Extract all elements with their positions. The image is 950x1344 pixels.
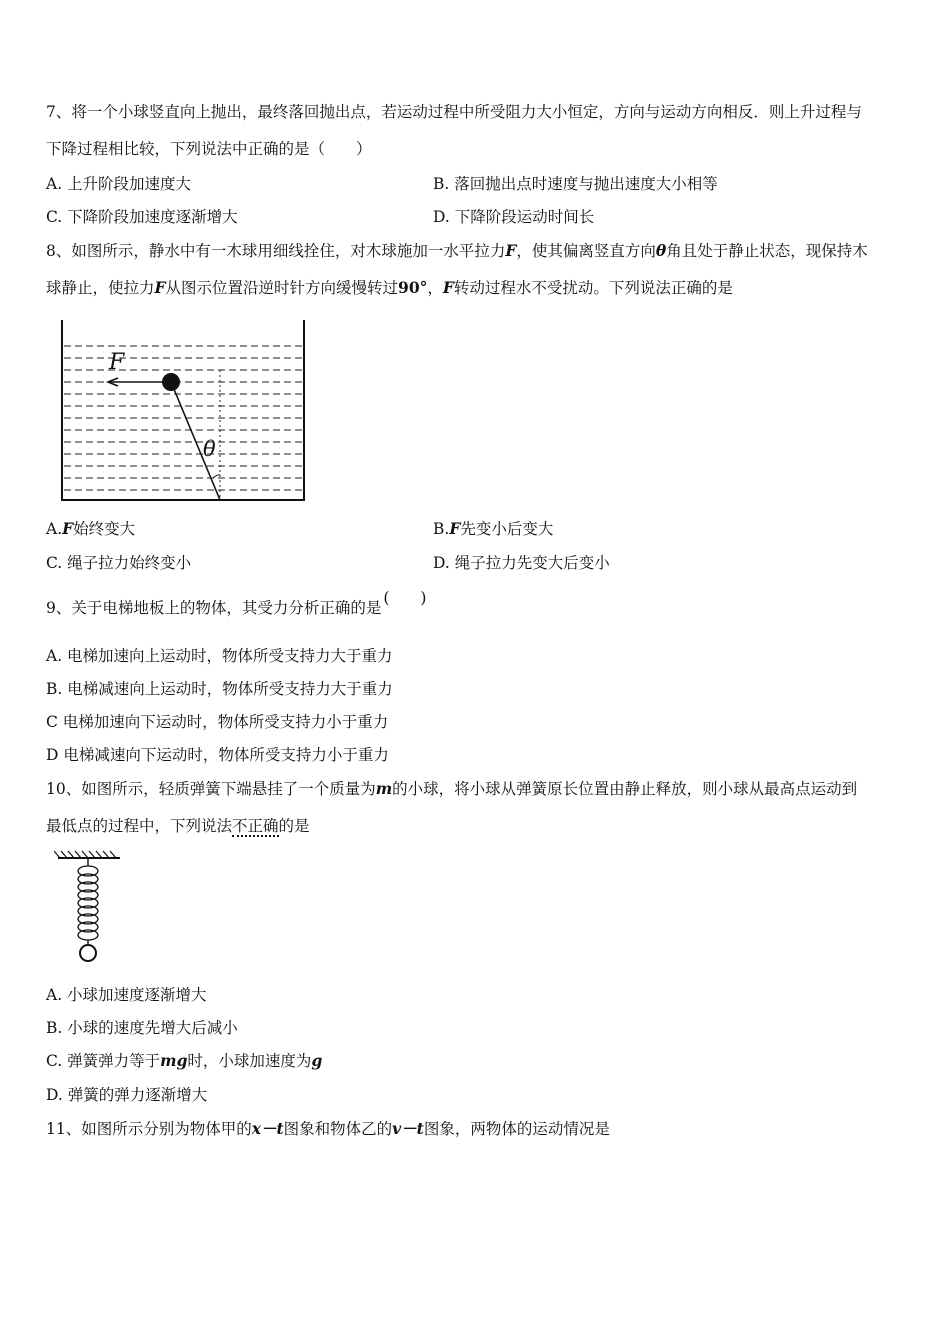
q10-figure-spring bbox=[54, 850, 124, 966]
q8-option-b: B.F先变小后变大 bbox=[433, 519, 554, 538]
q9-option-c: C 电梯加速向下运动时，物体所受支持力小于重力 bbox=[46, 713, 389, 731]
q7-option-b: B. 落回抛出点时速度与抛出速度大小相等 bbox=[433, 175, 718, 193]
q10-stem-line1: 10、如图所示，轻质弹簧下端悬挂了一个质量为m的小球，将小球从弹簧原长位置由静止释放，则小球从最高点运动到 bbox=[46, 779, 858, 798]
q8-option-a: A.F始终变大 bbox=[46, 519, 136, 538]
q8-option-d: D. 绳子拉力先变大后变小 bbox=[433, 554, 610, 572]
q7-stem-line2: 下降过程相比较，下列说法中正确的是（ ） bbox=[46, 140, 372, 158]
q8-stem-line2: 球静止，使拉力F从图示位置沿逆时针方向缓慢转过90°，F转动过程水不受扰动。下列说法正确的是 bbox=[46, 278, 733, 297]
q9-stem: 9、关于电梯地板上的物体，其受力分析正确的是( ) bbox=[46, 589, 427, 617]
q8-stem-line1: 8、如图所示，静水中有一木球用细线拴住，对木球施加一水平拉力F，使其偏离竖直方向θ角且处于静止状态，现保持木 bbox=[46, 241, 868, 260]
q10-option-a: A. 小球加速度逐渐增大 bbox=[46, 986, 207, 1004]
q11-stem: 11、如图所示分别为物体甲的x－t图象和物体乙的v－t图象，两物体的运动情况是 bbox=[46, 1119, 610, 1138]
q10-option-b: B. 小球的速度先增大后减小 bbox=[46, 1019, 238, 1037]
q8-figure-force-label: F bbox=[109, 350, 125, 375]
q7-option-d: D. 下降阶段运动时间长 bbox=[433, 208, 595, 226]
q10-option-d: D. 弹簧的弹力逐渐增大 bbox=[46, 1086, 208, 1104]
q7-option-a: A. 上升阶段加速度大 bbox=[46, 175, 192, 193]
q9-option-d: D 电梯减速向下运动时，物体所受支持力小于重力 bbox=[46, 746, 389, 764]
q8-option-c: C. 绳子拉力始终变小 bbox=[46, 554, 192, 572]
q8-figure-angle-label: θ bbox=[203, 437, 216, 461]
q10-stem-line2: 最低点的过程中，下列说法不正确的是 bbox=[46, 817, 310, 835]
q7-option-c: C. 下降阶段加速度逐渐增大 bbox=[46, 208, 238, 226]
q8-figure-water-tank bbox=[58, 318, 310, 504]
q7-stem-line1: 7、将一个小球竖直向上抛出，最终落回抛出点，若运动过程中所受阻力大小恒定，方向与运动方向相反．则上升过程与 bbox=[46, 103, 862, 121]
q10-option-c: C. 弹簧弹力等于mg时，小球加速度为g bbox=[46, 1051, 323, 1070]
q9-option-b: B. 电梯减速向上运动时，物体所受支持力大于重力 bbox=[46, 680, 393, 698]
q9-option-a: A. 电梯加速向上运动时，物体所受支持力大于重力 bbox=[46, 647, 393, 665]
